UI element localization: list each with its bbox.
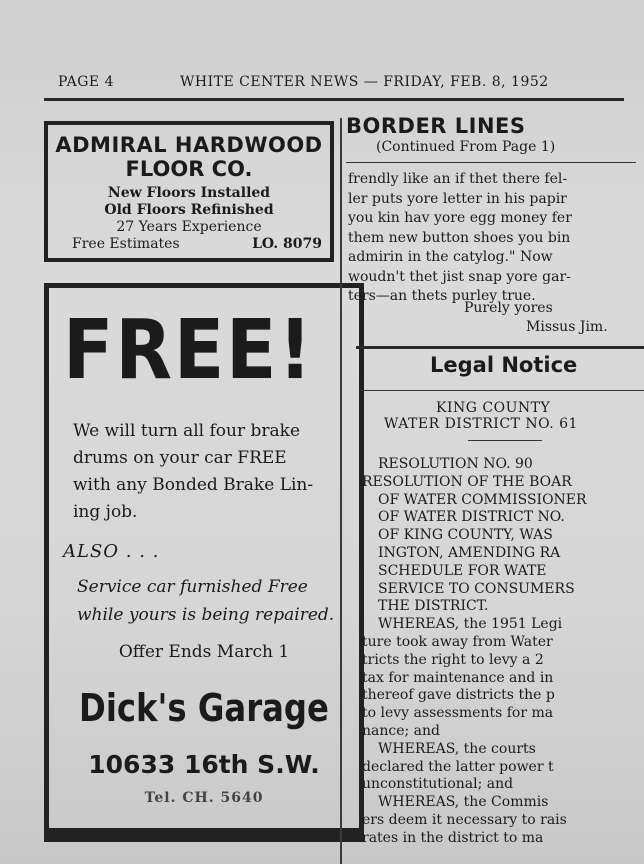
free-headline: FREE!: [63, 303, 314, 398]
legal-notice-line: SERVICE TO CONSUMERS: [378, 580, 575, 597]
legal-notice-line: SCHEDULE FOR WATE: [378, 562, 547, 579]
free-ad-offer: Offer Ends March 1: [118, 642, 290, 662]
free-ad-body: [73, 418, 343, 526]
legal-notice-heading1: KING COUNTY: [436, 400, 551, 416]
legal-notice-rule: [360, 390, 644, 391]
free-ad-service: [77, 573, 357, 629]
free-ad-business-name: Dick's Garage: [79, 686, 329, 730]
ad-bottom-rule: [44, 832, 364, 842]
border-lines-title: BORDER LINES: [346, 114, 526, 138]
legal-notice-body: [362, 456, 644, 848]
section-rule: [356, 346, 644, 349]
legal-notice-divider: [468, 440, 542, 441]
newspaper-dateline: WHITE CENTER NEWS — FRIDAY, FEB. 8, 1952: [180, 74, 549, 90]
column-rule: [340, 118, 342, 864]
signature-line2: Missus Jim.: [526, 319, 608, 335]
legal-notice-line: OF WATER COMMISSIONER: [378, 491, 587, 508]
free-ad-also: ALSO . . .: [63, 541, 160, 562]
admiral-ad-name-line2: FLOOR CO.: [125, 157, 253, 181]
legal-notice-line: OF WATER DISTRICT NO.: [378, 509, 565, 526]
free-ad-body-line: We will turn all four brake: [73, 421, 301, 441]
legal-notice-line: rates in the district to ma: [362, 829, 544, 846]
dicks-garage-ad: [44, 283, 364, 833]
free-ad-service-line: Service car furnished Free: [77, 577, 308, 597]
legal-notice-title: Legal Notice: [430, 353, 578, 377]
legal-notice-line: tricts the right to levy a 2: [362, 651, 544, 668]
legal-notice-line: to levy assessments for ma: [362, 705, 554, 722]
admiral-ad-line3: 27 Years Experience: [116, 219, 262, 235]
legal-notice-line: WHEREAS, the courts: [378, 740, 536, 757]
border-lines-line: you kin hav yore egg money fer: [348, 210, 572, 226]
legal-notice-line: THE DISTRICT.: [378, 598, 489, 615]
masthead: [58, 74, 628, 96]
legal-notice-heading2: WATER DISTRICT NO. 61: [384, 416, 578, 432]
free-ad-service-line: while yours is being repaired.: [77, 605, 335, 625]
border-lines-line: admirin in the catylog." Now: [348, 249, 553, 265]
admiral-ad-estimates: Free Estimates: [72, 236, 180, 252]
admiral-hardwood-ad: [44, 121, 334, 262]
border-lines-line: frendly like an if thet there fel-: [348, 171, 568, 187]
legal-notice-line: RESOLUTION NO. 90: [378, 456, 533, 472]
border-lines-body: [348, 170, 640, 307]
admiral-ad-line2: Old Floors Refinished: [104, 202, 274, 218]
free-ad-body-line: ing job.: [73, 502, 138, 522]
legal-notice-line: unconstitutional; and: [362, 776, 514, 793]
legal-notice-line: ers deem it necessary to rais: [362, 811, 567, 828]
border-lines-line: woudn't thet jist snap yore gar-: [348, 268, 571, 285]
border-lines-line: them new button shoes you bin: [348, 229, 571, 246]
border-lines-line: ters—an thets purley true.: [348, 288, 536, 304]
free-ad-body-line: with any Bonded Brake Lin-: [73, 475, 314, 495]
legal-notice-line: ture took away from Water: [362, 633, 553, 650]
masthead-rule: [44, 98, 624, 101]
border-lines-line: ler puts yore letter in his papir: [348, 190, 567, 207]
admiral-ad-name-line1: ADMIRAL HARDWOOD: [55, 133, 323, 157]
page-number: PAGE 4: [58, 74, 115, 90]
legal-notice-line: nance; and: [362, 722, 440, 739]
free-ad-address: 10633 16th S.W.: [88, 750, 320, 779]
legal-notice-line: INGTON, AMENDING RA: [378, 544, 561, 561]
admiral-ad-line1: New Floors Installed: [107, 185, 271, 201]
legal-notice-line: WHEREAS, the 1951 Legi: [378, 616, 563, 633]
legal-notice-line: thereof gave districts the p: [362, 687, 555, 704]
legal-notice-line: tax for maintenance and in: [362, 669, 554, 686]
border-lines-rule: [346, 162, 636, 163]
admiral-ad-footer: [48, 236, 330, 253]
signature-line1: Purely yores: [464, 300, 553, 316]
free-ad-telephone: Tel. CH. 5640: [144, 790, 264, 806]
free-ad-body-line: drums on your car FREE: [73, 448, 287, 468]
admiral-ad-phone: LO. 8079: [252, 236, 322, 252]
legal-notice-line: RESOLUTION OF THE BOAR: [362, 473, 572, 490]
legal-notice-line: OF KING COUNTY, WAS: [378, 527, 553, 544]
border-lines-continued: (Continued From Page 1): [376, 139, 556, 155]
legal-notice-line: WHEREAS, the Commis: [378, 794, 549, 811]
legal-notice-line: declared the latter power t: [362, 758, 554, 775]
